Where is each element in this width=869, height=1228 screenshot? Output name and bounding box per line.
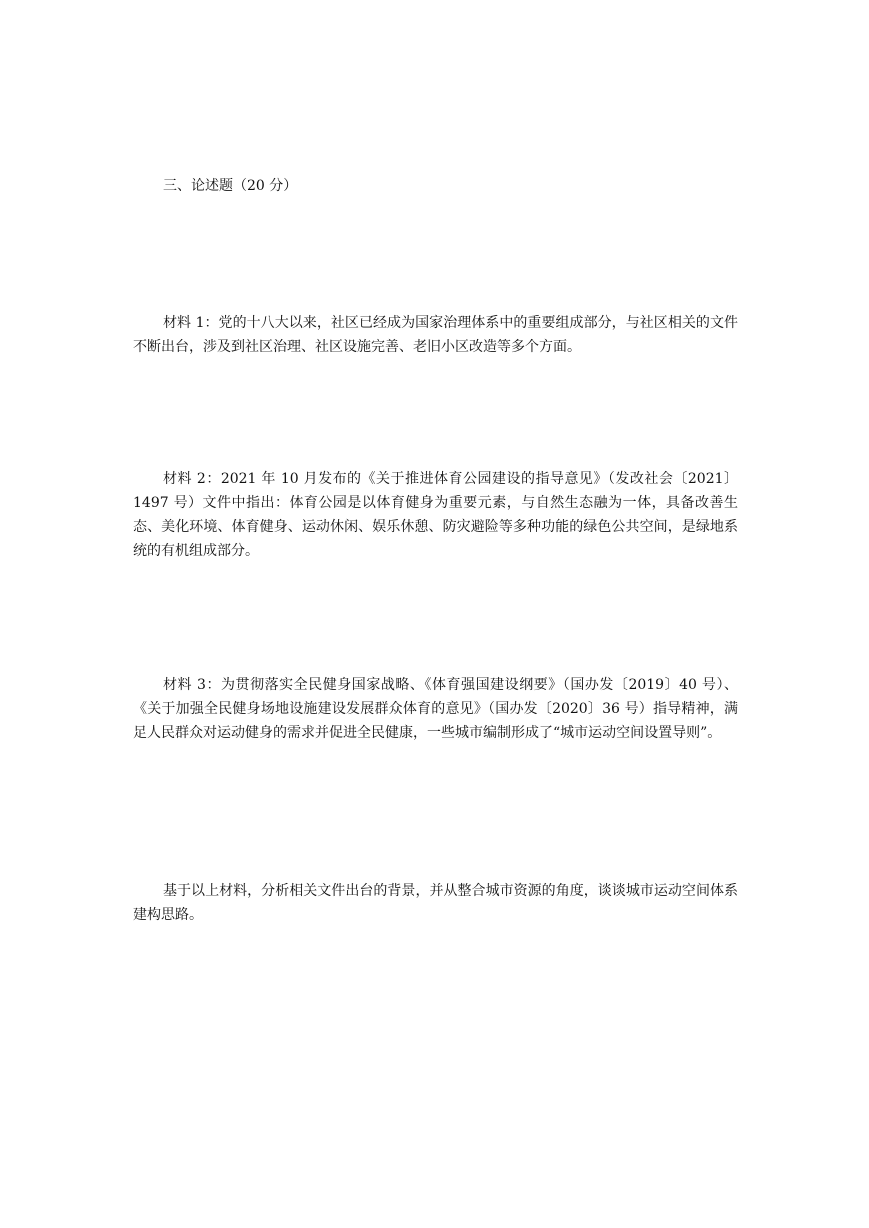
material-1: 材料 1：党的十八大以来，社区已经成为国家治理体系中的重要组成部分，与社区相关的文件不断出台，涉及到社区治理、社区设施完善、老旧小区改造等多个方面。 xyxy=(133,315,738,355)
section-heading: 三、论述题（20 分） xyxy=(163,178,298,194)
question-prompt: 基于以上材料，分析相关文件出台的背景，并从整合城市资源的角度，谈谈城市运动空间体系建构思路。 xyxy=(133,883,738,923)
material-3: 材料 3：为贯彻落实全民健身国家战略、《体育强国建设纲要》（国办发〔2019〕40 号）、《关于加强全民健身场地设施建设发展群众体育的意见》（国办发〔2020〕36 号）指导精神，满足人民群众对运动健身的需求并促进全民健康，一些城市编制形成了“城市运动空间设置导则”。 xyxy=(133,677,738,741)
material-2: 材料 2：2021 年 10 月发布的《关于推进体育公园建设的指导意见》（发改社会〔2021〕1497 号）文件中指出：体育公园是以体育健身为重要元素，与自然生态融为一体，具备改善生态、美化环境、体育健身、运动休闲、娱乐休憩、防灾避险等多种功能的绿色公共空间，是绿地系统的有机组成部分。 xyxy=(133,471,738,559)
